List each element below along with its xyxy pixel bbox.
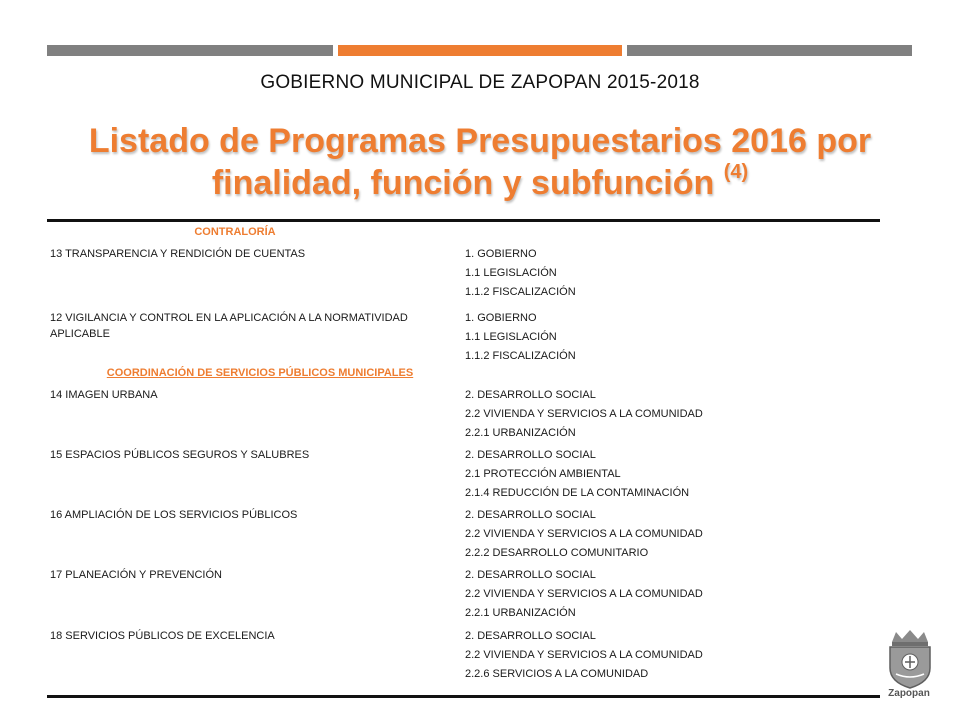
subfuncion: 2.2.1 URBANIZACIÓN: [465, 607, 576, 619]
page-title: [20, 120, 940, 204]
funcion: 2.2 VIVIENDA Y SERVICIOS A LA COMUNIDAD: [465, 408, 703, 420]
program-classification: [465, 567, 865, 624]
header-bar-left: [47, 45, 333, 56]
subfuncion: 2.2.1 URBANIZACIÓN: [465, 427, 576, 439]
funcion: 2.1 PROTECCIÓN AMBIENTAL: [465, 468, 621, 480]
finalidad: 2. DESARROLLO SOCIAL: [465, 569, 596, 581]
table-top-rule: [47, 219, 880, 222]
program-name: 12 VIGILANCIA Y CONTROL EN LA APLICACIÓN A LA NORMATIVIDAD APLICABLE: [50, 312, 408, 340]
program-name: 18 SERVICIOS PÚBLICOS DE EXCELENCIA: [50, 630, 275, 642]
funcion: 1.1 LEGISLACIÓN: [465, 331, 557, 343]
program-name: 17 PLANEACIÓN Y PREVENCIÓN: [50, 569, 222, 581]
finalidad: 2. DESARROLLO SOCIAL: [465, 389, 596, 401]
section-header-servicios-publicos: COORDINACIÓN DE SERVICIOS PÚBLICOS MUNICIPALES: [106, 367, 414, 379]
title-line-1: Listado de Programas Presupuestarios 2016 por: [88, 122, 872, 160]
program-classification: [465, 387, 865, 444]
funcion: 1.1 LEGISLACIÓN: [465, 267, 557, 279]
program-classification: [465, 246, 865, 303]
funcion: 2.2 VIVIENDA Y SERVICIOS A LA COMUNIDAD: [465, 528, 703, 540]
program-name: 14 IMAGEN URBANA: [50, 389, 158, 401]
finalidad: 2. DESARROLLO SOCIAL: [465, 630, 596, 642]
subfuncion: 2.2.6 SERVICIOS A LA COMUNIDAD: [465, 668, 649, 680]
funcion: 2.2 VIVIENDA Y SERVICIOS A LA COMUNIDAD: [465, 649, 703, 661]
program-name: 13 TRANSPARENCIA Y RENDICIÓN DE CUENTAS: [50, 248, 306, 260]
subfuncion: 2.2.2 DESARROLLO COMUNITARIO: [465, 547, 649, 559]
program-name: 16 AMPLIACIÓN DE LOS SERVICIOS PÚBLICOS: [50, 509, 298, 521]
finalidad: 1. GOBIERNO: [465, 312, 537, 324]
logo-caption: Zapopan: [888, 688, 930, 699]
program-classification: [465, 628, 865, 685]
program-classification: [465, 447, 865, 504]
program-classification: [465, 310, 865, 367]
subfuncion: 1.1.2 FISCALIZACIÓN: [465, 350, 576, 362]
finalidad: 2. DESARROLLO SOCIAL: [465, 449, 596, 461]
page-subtitle: GOBIERNO MUNICIPAL DE ZAPOPAN 2015-2018: [260, 72, 700, 93]
finalidad: 1. GOBIERNO: [465, 248, 537, 260]
section-header-contraloria: CONTRALORÍA: [194, 226, 276, 238]
program-classification: [465, 507, 865, 564]
title-line-2: finalidad, función y subfunción: [211, 164, 715, 202]
subfuncion: 1.1.2 FISCALIZACIÓN: [465, 286, 576, 298]
header-bar-right: [627, 45, 912, 56]
subfuncion: 2.1.4 REDUCCIÓN DE LA CONTAMINACIÓN: [465, 487, 690, 499]
funcion: 2.2 VIVIENDA Y SERVICIOS A LA COMUNIDAD: [465, 588, 703, 600]
finalidad: 2. DESARROLLO SOCIAL: [465, 509, 596, 521]
table-bottom-rule: [47, 695, 880, 698]
header-bar-center: [338, 45, 622, 56]
program-name: 15 ESPACIOS PÚBLICOS SEGUROS Y SALUBRES: [50, 449, 310, 461]
title-footnote: (4): [723, 161, 749, 183]
